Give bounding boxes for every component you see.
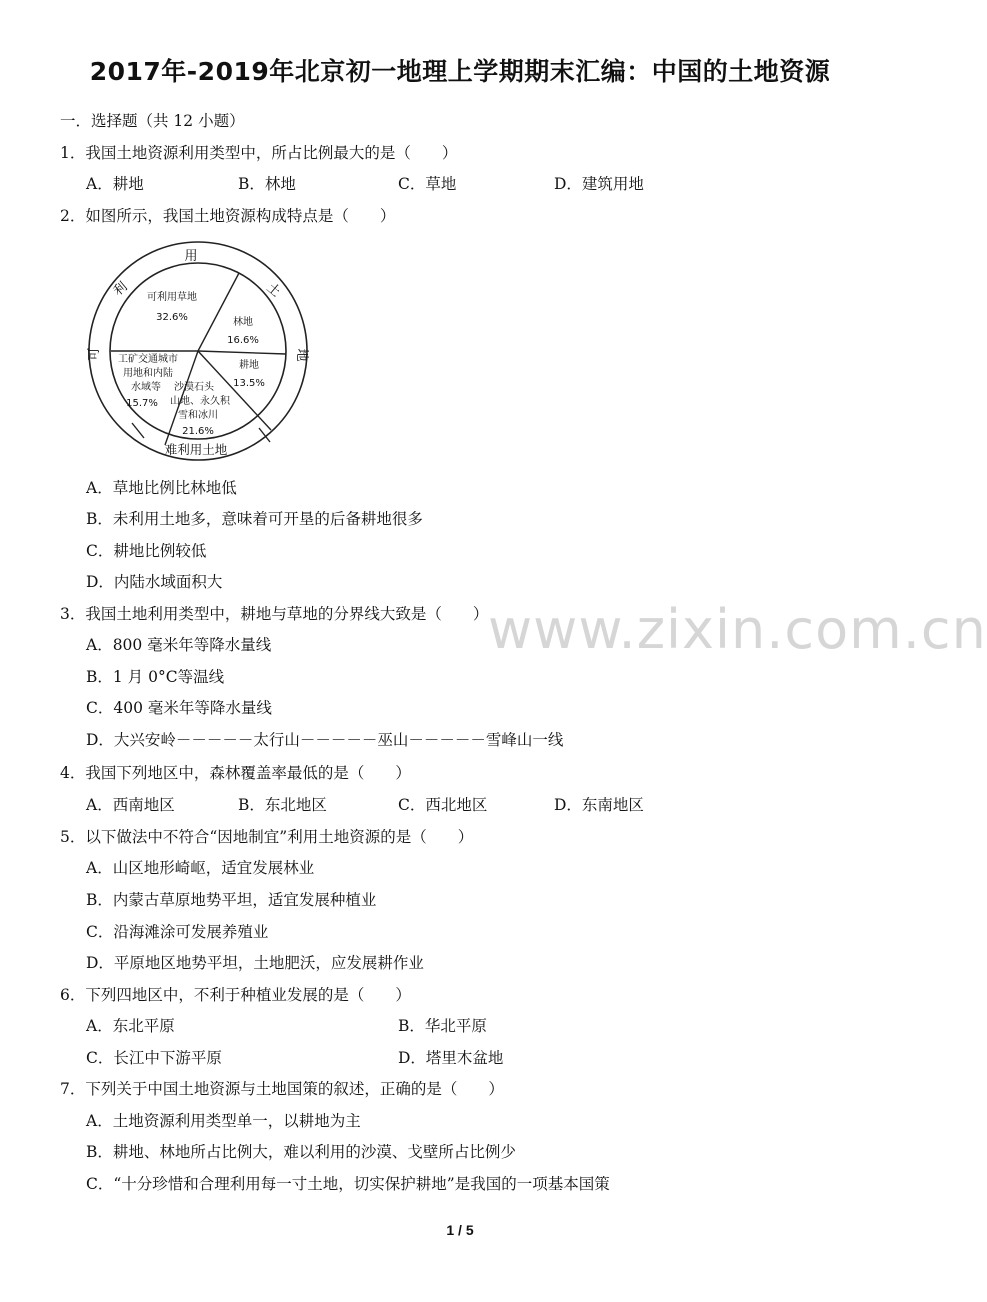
question-3-option-b: B．1 月 0°C等温线 [86, 668, 225, 686]
question-6-option-a: A．东北平原 [86, 1017, 175, 1035]
sector-grass-pct: 32.6% [156, 312, 188, 323]
question-2-option-d: D．内陆水域面积大 [86, 573, 223, 591]
question-5-option-d: D．平原地区地势平坦，土地肥沃，应发展耕作业 [86, 954, 424, 972]
question-1-option-a: A．耕地 [86, 175, 144, 193]
sector-forest-name: 林地 [233, 317, 253, 328]
sector-desert-pct: 21.6% [182, 426, 214, 437]
question-1-option-b: B．林地 [238, 175, 296, 193]
question-1-stem: 1．我国土地资源利用类型中，所占比例最大的是（ ） [60, 144, 458, 162]
page-number: 1 / 5 [446, 1222, 474, 1238]
question-2-option-a: A．草地比例比林地低 [86, 479, 237, 497]
sector-forest-pct: 16.6% [227, 335, 259, 346]
question-7-option-c: C．“十分珍惜和合理利用每一寸土地，切实保护耕地”是我国的一项基本国策 [86, 1175, 610, 1193]
ring-char-top-right: 土 [263, 280, 284, 301]
question-2-option-b: B．未利用土地多，意味着可开垦的后备耕地很多 [86, 510, 423, 528]
question-5-option-c: C．沿海滩涂可发展养殖业 [86, 923, 269, 941]
ring-char-top-left: 利 [110, 279, 131, 300]
question-3-stem: 3．我国土地利用类型中，耕地与草地的分界线大致是（ ） [60, 605, 489, 623]
sector-urban-name-line-2: 用地和内陆 [123, 368, 173, 379]
sector-farmland-pct: 13.5% [233, 378, 265, 389]
land-resource-pie-figure [86, 238, 312, 460]
sector-grass-name: 可利用草地 [147, 292, 197, 303]
question-5-option-a: A．山区地形崎岖，适宜发展林业 [86, 859, 315, 877]
question-1-option-d: D．建筑用地 [554, 175, 644, 193]
page-title: 2017年-2019年北京初一地理上学期期末汇编：中国的土地资源 [89, 57, 831, 86]
question-6-option-d: D．塔里木盆地 [398, 1049, 504, 1067]
question-2-stem: 2．如图所示，我国土地资源构成特点是（ ） [60, 207, 396, 225]
question-1-option-c: C．草地 [398, 175, 457, 193]
divider-forest-farmland [198, 351, 286, 354]
sector-desert-name-line-3: 雪和冰川 [178, 410, 218, 421]
sector-farmland-name: 耕地 [239, 360, 259, 371]
ring-label-bottom: 难利用土地 [164, 442, 228, 457]
question-3-option-c: C．400 毫米年等降水量线 [86, 699, 272, 717]
sector-desert-name-line-2: 山地、永久积 [170, 396, 230, 407]
sector-urban-name-line-3: 水域等 [131, 382, 161, 393]
question-7-option-b: B．耕地、林地所占比例大，难以利用的沙漠、戈壁所占比例少 [86, 1143, 516, 1161]
question-4-option-a: A．西南地区 [86, 796, 175, 814]
sector-urban-name-line-1: 工矿交通城市 [118, 354, 178, 365]
question-4-option-d: D．东南地区 [554, 796, 644, 814]
question-2-option-c: C．耕地比例较低 [86, 542, 207, 560]
ring-divider-left [132, 423, 144, 438]
question-6-option-b: B．华北平原 [398, 1017, 487, 1035]
sector-desert-name-line-1: 沙漠石头 [174, 382, 214, 393]
section-heading: 一．选择题（共 12 小题） [60, 112, 245, 130]
ring-char-left: 可 [87, 347, 102, 361]
question-4-option-b: B．东北地区 [238, 796, 327, 814]
sector-urban-pct: 15.7% [126, 398, 158, 409]
question-5-option-b: B．内蒙古草原地势平坦，适宜发展种植业 [86, 891, 377, 909]
question-4-stem: 4．我国下列地区中，森林覆盖率最低的是（ ） [60, 764, 411, 782]
land-resource-pie-svg [86, 238, 312, 460]
question-4-option-c: C．西北地区 [398, 796, 488, 814]
question-5-stem: 5．以下做法中不符合“因地制宜”利用土地资源的是（ ） [60, 828, 474, 846]
ring-char-right: 地 [294, 348, 309, 362]
question-7-option-a: A．土地资源利用类型单一，以耕地为主 [86, 1112, 361, 1130]
ring-char-top: 用 [184, 249, 198, 264]
question-6-option-c: C．长江中下游平原 [86, 1049, 222, 1067]
question-3-option-d: D．大兴安岭－－－－－太行山－－－－－巫山－－－－－雪峰山一线 [86, 731, 564, 749]
question-7-stem: 7．下列关于中国土地资源与土地国策的叙述，正确的是（ ） [60, 1080, 504, 1098]
question-6-stem: 6．下列四地区中，不利于种植业发展的是（ ） [60, 986, 411, 1004]
watermark: www.zixin.com.cn [488, 598, 987, 661]
question-3-option-a: A．800 毫米年等降水量线 [86, 636, 272, 654]
